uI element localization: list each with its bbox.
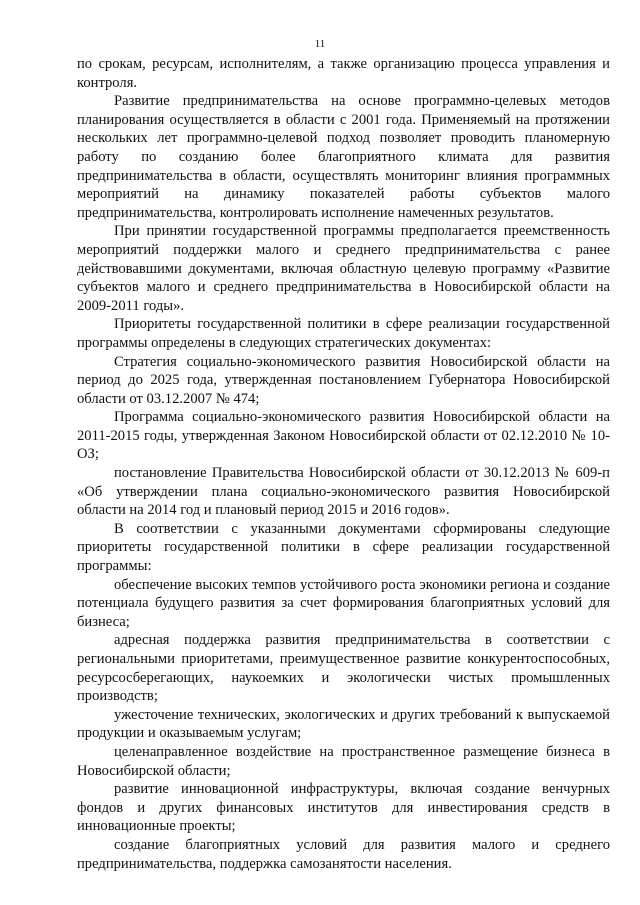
paragraph-priority-spatial: целенаправленное воздействие на пространственное размещение бизнеса в Новосибирской области; (77, 743, 610, 779)
paragraph-priority-requirements: ужесточение технических, экологических и других требований к выпускаемой продукции и оказываемым услугам; (77, 706, 610, 742)
paragraph-priorities-formed: В соответствии с указанными документами сформированы следующие приоритеты государственной политики в сфере реализации государственной программы: (77, 520, 610, 575)
paragraph-priority-growth: обеспечение высоких темпов устойчивого роста экономики региона и создание потенциала будущего развития за счет формирования благоприятных условий для бизнеса; (77, 576, 610, 630)
paragraph-program-target-approach: Развитие предпринимательства на основе программно-целевых методов планирования осуществляется в области с 2001 года. Применяемый на протяжении нескольких лет программно-целевой подход позволяет проводить планомерную работу по созданию более благоприятного климата для развития предпринимательства в области, осуществлять мониторинг влияния программных мероприятий на динамику показателей работы субъектов малого предпринимательства, контролировать исполнение намеченных результатов. (77, 93, 610, 221)
paragraph-priority-targeted-support: адресная поддержка развития предпринимательства в соответствии с региональными приоритетами, преимущественное развитие конкурентоспособных, ресурсосберегающих, наукоемких и экологически чистых промышленных производств; (77, 632, 610, 705)
paragraph-continuation: по срокам, ресурсам, исполнителям, а также организацию процесса управления и контроля. (77, 56, 610, 91)
page-number: 11 (314, 38, 326, 50)
paragraph-priority-favorable-conditions: создание благоприятных условий для развития малого и среднего предпринимательства, поддержка самозанятости населения. (77, 836, 610, 872)
paragraph-program-2011-2015: Программа социально-экономического развития Новосибирской области на 2011-2015 годы, утвержденная Законом Новосибирской области от 02.12.2010 № 10-ОЗ; (77, 409, 610, 463)
paragraph-government-decree: постановление Правительства Новосибирской области от 30.12.2013 № 609-п «Об утверждении плана социально-экономического развития Новосибирской области на 2014 год и плановый период 2015 и 2016 годов». (77, 465, 610, 519)
paragraph-priorities-intro: Приоритеты государственной политики в сфере реализации государственной программы определены в следующих стратегических документах: (77, 316, 610, 351)
paragraph-strategy-2025: Стратегия социально-экономического развития Новосибирской области на период до 2025 года, утвержденная постановлением Губернатора Новосибирской области от 03.12.2007 № 474; (77, 353, 610, 407)
paragraph-priority-innovation: развитие инновационной инфраструктуры, включая создание венчурных фондов и других финансовых институтов для инвестирования средств в инновационные проекты; (77, 781, 610, 835)
document-body (77, 55, 610, 873)
paragraph-continuity: При принятии государственной программы предполагается преемственность мероприятий поддержки малого и среднего предпринимательства с ранее действовавшими документами, включая областную целевую программу «Развитие субъектов малого и среднего предпринимательства в Новосибирской области на 2009-2011 годы». (77, 223, 610, 314)
